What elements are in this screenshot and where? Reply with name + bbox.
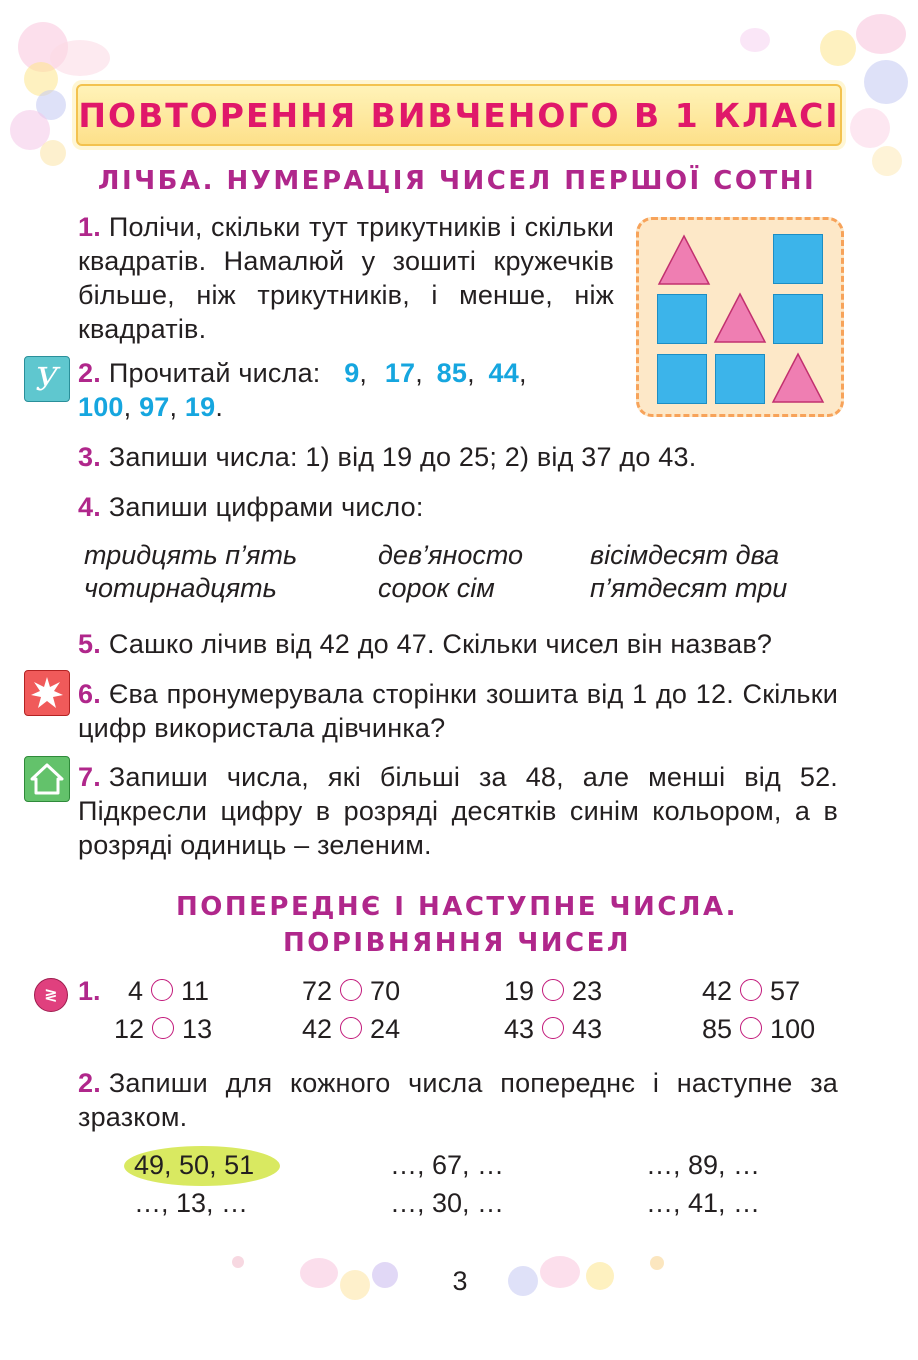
triangle-icon — [771, 352, 825, 404]
section-title-numbering: ЛІЧБА. НУМЕРАЦІЯ ЧИСЕЛ ПЕРШОЇ СОТНІ — [97, 166, 817, 196]
decor-bubble — [820, 30, 856, 66]
compare-circle — [542, 979, 564, 1001]
task-1 — [78, 210, 614, 346]
compare-circle — [740, 1017, 762, 1039]
task-text: Полічи, скільки тут трикутників і скільки квадратів. Намалюй у зошиті кружечків більше, ніж трикутників, і менше, ніж квадратів. — [78, 212, 614, 344]
compare-circle — [151, 979, 173, 1001]
task-text: Запиши для кожного числа попереднє і наступне за зразком. — [78, 1068, 838, 1132]
compare-circle — [152, 1017, 174, 1039]
task-number: 4. — [78, 492, 101, 522]
square-icon — [657, 294, 707, 344]
number-value: 17 — [384, 358, 416, 388]
decor-bubble — [232, 1256, 244, 1268]
decor-bubble — [40, 140, 66, 166]
sequence-item: …, 89, … — [646, 1150, 761, 1180]
section-title-comparison-line-1: ПОПЕРЕДНЄ І НАСТУПНЕ ЧИСЛА. — [176, 892, 738, 922]
comparison-pair: 42 57 — [702, 976, 801, 1006]
compare-circle — [340, 1017, 362, 1039]
decor-bubble — [872, 146, 902, 176]
task-number: 1. — [78, 212, 101, 242]
task-5 — [78, 627, 848, 661]
comparison-pair: 4 11 — [128, 976, 210, 1006]
task-text: Запиши числа: 1) від 19 до 25; 2) від 37 до 43. — [108, 442, 697, 472]
decor-bubble — [540, 1256, 580, 1288]
task-text: Прочитай числа: — [108, 358, 321, 388]
compare-circle — [740, 979, 762, 1001]
shapes-figure — [636, 217, 844, 417]
task-text: Запиши числа, які більші за 48, але менші від 52. Підкресли цифру в розряді десятків синім кольором, а в розряді одиниць – зеленим. — [78, 762, 838, 860]
decor-bubble — [372, 1262, 398, 1288]
comparison-pair: 19 23 — [504, 976, 603, 1006]
task-6 — [78, 677, 838, 745]
task-number: 1. — [78, 976, 101, 1006]
task-7 — [78, 760, 838, 862]
title-banner — [76, 84, 842, 146]
number-value: 97 — [139, 392, 170, 422]
task-text: Єва пронумерувала сторінки зошита від 1 до 12. Скільки цифр використала дівчинка? — [78, 679, 838, 743]
decor-bubble — [50, 40, 110, 76]
sequence-item: …, 67, … — [390, 1150, 505, 1180]
comparison-pair: 12 13 — [114, 1014, 213, 1044]
task-2: 2. Прочитай числа: 9, 17, 85, 44, — [78, 358, 527, 388]
task-text: Запиши цифрами число: — [108, 492, 424, 522]
comparison-icon: ≷ — [34, 978, 68, 1012]
homework-house-icon — [24, 756, 70, 802]
page-title: ПОВТОРЕННЯ ВИВЧЕНОГО В 1 КЛАСІ — [78, 95, 840, 135]
sequence-item: …, 41, … — [646, 1188, 761, 1218]
task-text: Сашко лічив від 42 до 47. Скільки чисел він назвав? — [108, 629, 773, 659]
page-number: 3 — [452, 1266, 468, 1296]
number-word: чотирнадцять — [84, 573, 277, 603]
number-word: сорок сім — [378, 573, 495, 603]
square-icon — [773, 294, 823, 344]
square-icon — [773, 234, 823, 284]
comparison-pair: 85 100 — [702, 1014, 816, 1044]
number-word: тридцять п’ять — [84, 540, 298, 570]
square-icon — [715, 354, 765, 404]
decor-bubble — [586, 1262, 614, 1290]
decor-bubble — [864, 60, 908, 104]
number-word: п’ятдесят три — [590, 573, 788, 603]
task-2-sequence — [78, 1066, 838, 1134]
comparison-pair: 72 70 — [302, 976, 401, 1006]
decor-bubble — [856, 14, 906, 54]
decor-bubble — [340, 1270, 370, 1300]
triangle-icon — [713, 292, 767, 344]
compare-circle — [340, 979, 362, 1001]
number-word: вісімдесят два — [590, 540, 780, 570]
task-number: 2. — [78, 1068, 101, 1098]
square-icon — [657, 354, 707, 404]
number-value: 44 — [488, 358, 519, 388]
task-number: 6. — [78, 679, 101, 709]
decor-bubble — [300, 1258, 338, 1288]
number-value: 85 — [436, 358, 468, 388]
comparison-pair: 42 24 — [302, 1014, 401, 1044]
star-icon — [24, 670, 70, 716]
number-value: 19 — [184, 392, 216, 422]
decor-bubble — [740, 28, 770, 52]
triangle-icon — [657, 234, 711, 286]
number-value: 9 — [344, 358, 360, 388]
task-number: 2. — [78, 358, 101, 388]
task-number: 3. — [78, 442, 101, 472]
task-number: 7. — [78, 762, 101, 792]
task-2-line-2: 100, 97, 19. — [78, 392, 224, 422]
decor-bubble — [850, 108, 890, 148]
sequence-example: 49, 50, 51 — [134, 1150, 255, 1180]
number-word: дев’яносто — [378, 540, 524, 570]
task-4 — [78, 490, 838, 524]
decor-bubble — [650, 1256, 664, 1270]
decor-bubble — [508, 1266, 538, 1296]
task-3 — [78, 440, 838, 474]
task-number: 5. — [78, 629, 101, 659]
oral-task-icon: У — [24, 356, 70, 402]
comparison-pair: 43 43 — [504, 1014, 603, 1044]
number-value: 100 — [78, 392, 124, 422]
sequence-item: …, 13, … — [134, 1188, 249, 1218]
section-title-comparison-line-2: ПОРІВНЯННЯ ЧИСЕЛ — [283, 928, 631, 958]
compare-circle — [542, 1017, 564, 1039]
sequence-item: …, 30, … — [390, 1188, 505, 1218]
